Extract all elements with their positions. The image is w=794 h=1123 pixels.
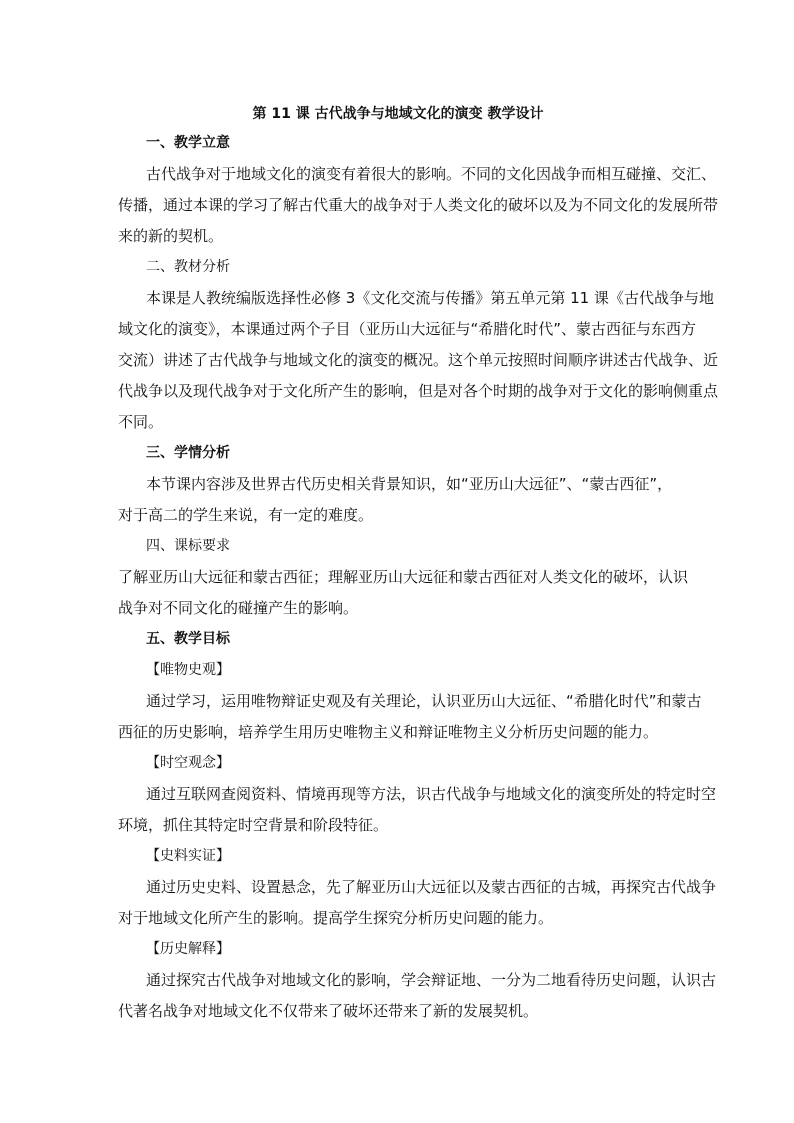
- paragraph-line: 代战争以及现代战争对于文化所产生的影响，但是对各个时期的战争对于文化的影响侧重点: [118, 382, 719, 400]
- paragraph-line: 环境，抓住其特定时空背景和阶段特征。: [118, 816, 389, 834]
- section-heading-teaching-goals: 五、教学目标: [146, 631, 230, 647]
- paragraph-line: 通过探究古代战争对地域文化的影响，学会辩证地、一分为二地看待历史问题，认识古: [146, 971, 717, 989]
- paragraph-line: 对于高二的学生来说，有一定的难度。: [118, 506, 374, 524]
- paragraph-line: 了解亚历山大远征和蒙古西征；理解亚历山大远征和蒙古西征对人类文化的破坏，认识: [118, 568, 689, 586]
- paragraph-textbook-analysis: [118, 283, 719, 438]
- document-title: 第 11 课 古代战争与地域文化的演变 教学设计: [252, 106, 544, 122]
- goal-label-spatiotemporal-concept: 【时空观念】: [146, 755, 230, 771]
- paragraph-line: 本课是人教统编版选择性必修 3《文化交流与传播》第五单元第 11 课《古代战争与地: [146, 289, 714, 307]
- paragraph-line: 通过互联网查阅资料、情境再现等方法，识古代战争与地域文化的演变所处的特定时空: [146, 785, 717, 803]
- paragraph-teaching-intent: [118, 159, 719, 252]
- paragraph-line: 古代战争对于地域文化的演变有着很大的影响。不同的文化因战争而相互碰撞、交汇、: [146, 165, 717, 183]
- paragraph-line: 代著名战争对地域文化不仅带来了破坏还带来了新的发展契机。: [118, 1002, 539, 1020]
- paragraph-line: 本节课内容涉及世界古代历史相关背景知识，如“亚历山大远征”、“蒙古西征”，: [146, 475, 673, 493]
- paragraph-line: 战争对不同文化的碰撞产生的影响。: [118, 599, 359, 617]
- paragraph-goal-historical-evidence: [118, 872, 717, 934]
- paragraph-line: 西征的历史影响，培养学生用历史唯物主义和辩证唯物主义分析历史问题的能力。: [118, 723, 659, 741]
- paragraph-curriculum-requirements: [118, 562, 689, 624]
- paragraph-line: 对于地域文化所产生的影响。提高学生探究分析历史问题的能力。: [118, 909, 554, 927]
- document-page: [118, 100, 719, 1027]
- goal-label-historical-interpretation: 【历史解释】: [146, 941, 230, 957]
- paragraph-line: 来的新的契机。: [118, 227, 224, 245]
- paragraph-line: 传播，通过本课的学习了解古代重大的战争对于人类文化的破坏以及为不同文化的发展所带: [118, 196, 719, 214]
- section-heading-teaching-intent: 一、教学立意: [146, 135, 230, 151]
- paragraph-goal-historical-materialism: [118, 686, 702, 748]
- goal-label-historical-materialism: 【唯物史观】: [146, 662, 230, 678]
- paragraph-line: 通过学习，运用唯物辩证史观及有关理论，认识亚历山大远征、“希腊化时代”和蒙古: [146, 692, 702, 710]
- goal-label-historical-evidence: 【史料实证】: [146, 848, 230, 864]
- section-heading-textbook-analysis: 二、教材分析: [146, 259, 230, 275]
- paragraph-goal-spatiotemporal-concept: [118, 779, 717, 841]
- paragraph-line: 通过历史史料、设置悬念，先了解亚历山大远征以及蒙古西征的古城，再探究古代战争: [146, 878, 717, 896]
- paragraph-line: 交流）讲述了古代战争与地域文化的演变的概况。这个单元按照时间顺序讲述古代战争、近: [118, 351, 719, 369]
- paragraph-line: 不同。: [118, 413, 164, 431]
- section-heading-student-analysis: 三、学情分析: [146, 445, 230, 461]
- paragraph-line: 域文化的演变》，本课通过两个子目（亚历山大远征与“希腊化时代”、蒙古西征与东西方: [118, 320, 697, 338]
- paragraph-goal-historical-interpretation: [118, 965, 717, 1027]
- section-heading-curriculum-requirements: 四、课标要求: [146, 538, 230, 554]
- paragraph-student-analysis: [118, 469, 678, 531]
